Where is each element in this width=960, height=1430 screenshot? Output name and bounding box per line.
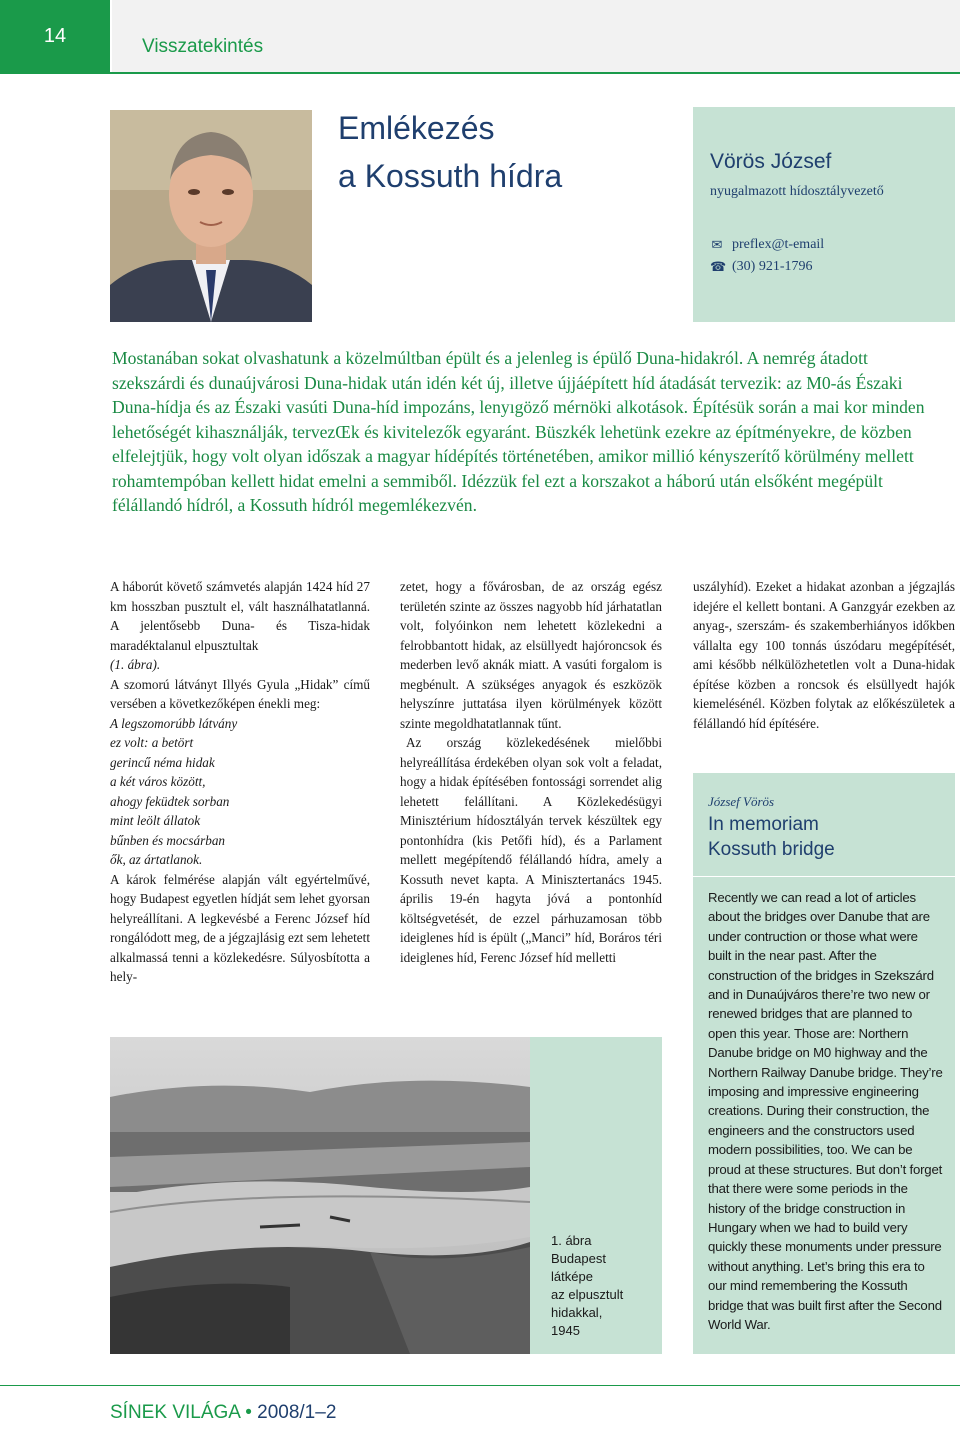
footer-brand-1: SÍNEK (110, 1402, 168, 1423)
footer (110, 1402, 336, 1424)
page-number: 14 (0, 0, 110, 72)
phone-icon: ☎ (710, 259, 727, 274)
caption-line: hidakkal, (551, 1305, 603, 1320)
col1-paragraph-1 (110, 577, 370, 675)
phone-text: (30) 921-1796 (732, 259, 813, 274)
author-role: nyugalmazott hídosztályvezető (710, 184, 884, 199)
poem-line: A legszomorúbb látvány (110, 715, 238, 731)
poem-line: bűnben és mocsárban (110, 832, 226, 848)
column-3 (693, 577, 955, 733)
email-text: preflex@t-email (732, 237, 825, 252)
english-author: József Vörös (708, 794, 775, 809)
section-title: Visszatekintés (142, 36, 264, 57)
english-body: Recently we can read a lot of articles about the bridges over Danube that are under contruction or those what were built in the near past. After the construction of the bridges in Szekszárd and in Dunaújváros there’re two new or renewed bridges that are planned to open this year. Those are: Northern Danube bridge on M0 highway and the Northern Railway Danube bridge. They’re imposing and impressive engineering creations. During their construction, the engineers and the constructors used modern possibilities, too. We can be proud at these structures. But don’t forget that there were some periods in the history of the bridge construction in Hungary when we had to build very quickly these monuments under pressure without anything. Let’s bring this era to our mind remembering the Kossuth bridge that was built first after the Second World War. (708, 890, 943, 1332)
envelope-icon: ✉ (711, 237, 723, 252)
col1-p1-text: A háborút követő számvetés alapján 1424 híd 27 km hosszban pusztult el, vált használhatatlanná. A jelentősebb Duna- és Tisza-hidak maradéktalanul elpusztultak (110, 579, 370, 653)
col2-paragraph-1: zetet, hogy a fővárosban, de az ország egész területén szinte az összes nagyobb híd járhatatlan volt, folyóinkon nem lehetett közlekedni a felrobbantott hidak, az elsüllyedt hajóroncsok és mederben levő aknák miatt. A vasúti forgalom is megbénult. A szükséges anyagok és eszközök helyszínre juttatása ilyen körülmények között szinte megoldhatatlannak tűnt. (400, 579, 662, 731)
article-title (338, 104, 562, 200)
footer-issue: 2008/1–2 (257, 1402, 337, 1423)
title-line-1: Emlékezés (338, 110, 495, 146)
footer-bullet: • (245, 1402, 252, 1423)
lead-paragraph: Mostanában sokat olvashatunk a közelmúltban épült és a jelenleg is épülő Duna-hidakról. A nemrég átadott szekszárdi és dunaújvárosi Duna-hidak után idén két új, illetve újjáépített híd átadását tervezik: az M0-ás Északi Duna-hídja és az Északi vasúti Duna-híd impozáns, lenyıgöző mérnöki alkotások. Építésük során a mai kor minden lehetőségét kihasználják, tervezŒk és kivitelezők egyaránt. Büszkék lehetünk ezekre az építményekre, de közben elfelejtjük, hogy volt olyan időszak a magyar hídépítés történetében, amikor millió kényszerítő körülmény mellett rohamtempóban kellett hidat emelni a semmiből. Idézzük fel ezt a korszakot a háború után elsőként megépült félállandó hídról, a Kossuth hídról megemlékezvén. (112, 348, 925, 515)
author-phone (710, 259, 813, 275)
title-line-2: a Kossuth hídra (338, 158, 563, 194)
caption-line: látképe (551, 1269, 593, 1284)
english-divider (693, 876, 955, 877)
poem-line: ahogy feküdtek sorban (110, 793, 230, 809)
col2-paragraph-2: Az ország közlekedésének mielőbbi helyreállítása érdekében olyan sok volt a feladat, hogy a hidak építésében fontossági sorrendet alig lehetett felállítani. A Közlekedésügyi Minisztérium hídosztályán tervek készültek egy pontonhídra (kis Petőfi híd), és a Parlament mellett megépítendő félállandó hídra, amely a Kossuth nevet kapta. A Minisztertanács 1945. április 19-én hagyta jóvá a pontonhíd költségvetését, de ezzel párhuzamosan több ideiglenes híd is épült („Manci” híd, Boráros téri ideiglenes híd, Ferenc József híd melletti (400, 735, 662, 965)
column-2 (400, 577, 662, 967)
english-title (708, 812, 835, 862)
col1-paragraph-2: A szomorú látványt Illyés Gyula „Hidak” című versében a következőképen énekli meg: (110, 676, 370, 711)
author-box (693, 107, 955, 322)
col1-paragraph-3: A károk felmérése alapján vált egyértelművé, hogy Budapest egyetlen hídját sem lehet gyorsan helyreállítani. A legkevésbé a Ferenc József híd rongálódott meg, de a jégzajlásig ezt sem lehetett alkalmassá tenni a közlekedésre. Súlyosbította a hely- (110, 871, 370, 984)
poem-line: mint leölt állatok (110, 813, 201, 828)
caption-line: Budapest (551, 1251, 606, 1266)
caption-line: az elpusztult (551, 1287, 624, 1302)
author-name: Vörös József (710, 150, 832, 173)
footer-rule (0, 1385, 960, 1386)
figure-reference: (1. ábra). (110, 657, 161, 672)
poem-line: ez volt: a betört (110, 735, 194, 750)
poem-line: gerincű néma hidak (110, 754, 215, 770)
figure-caption (551, 1232, 623, 1340)
caption-line: 1. ábra (551, 1233, 592, 1248)
header-rule (0, 72, 960, 74)
caption-line: 1945 (551, 1323, 580, 1338)
english-title-line-2: Kossuth bridge (708, 839, 835, 860)
footer-brand-2: VILÁGA (172, 1402, 240, 1423)
figure-budapest-photo (110, 1037, 530, 1354)
author-email (710, 237, 824, 253)
poem (110, 714, 370, 870)
poem-line: a két város között, (110, 774, 206, 789)
col3-paragraph-1: uszályhíd). Ezeket a hidakat azonban a jégzajlás idejére el kellett bontani. A Ganzgyár ezekben az anyag-, szerszám- és szakemberhiányos időkben vállalta egy 100 tonnás úszódaru megépítését, ami később nélkülözhetetlen volt a Duna-hidak építése közben a roncsok és elsüllyedt hajók kiemelésénél. Közben folytak az előkészületek a félállandó híd építésére. (693, 579, 955, 731)
poem-line: ők, az ártatlanok. (110, 852, 203, 867)
english-title-line-1: In memoriam (708, 814, 819, 835)
column-1 (110, 577, 370, 987)
author-photo (110, 110, 312, 322)
